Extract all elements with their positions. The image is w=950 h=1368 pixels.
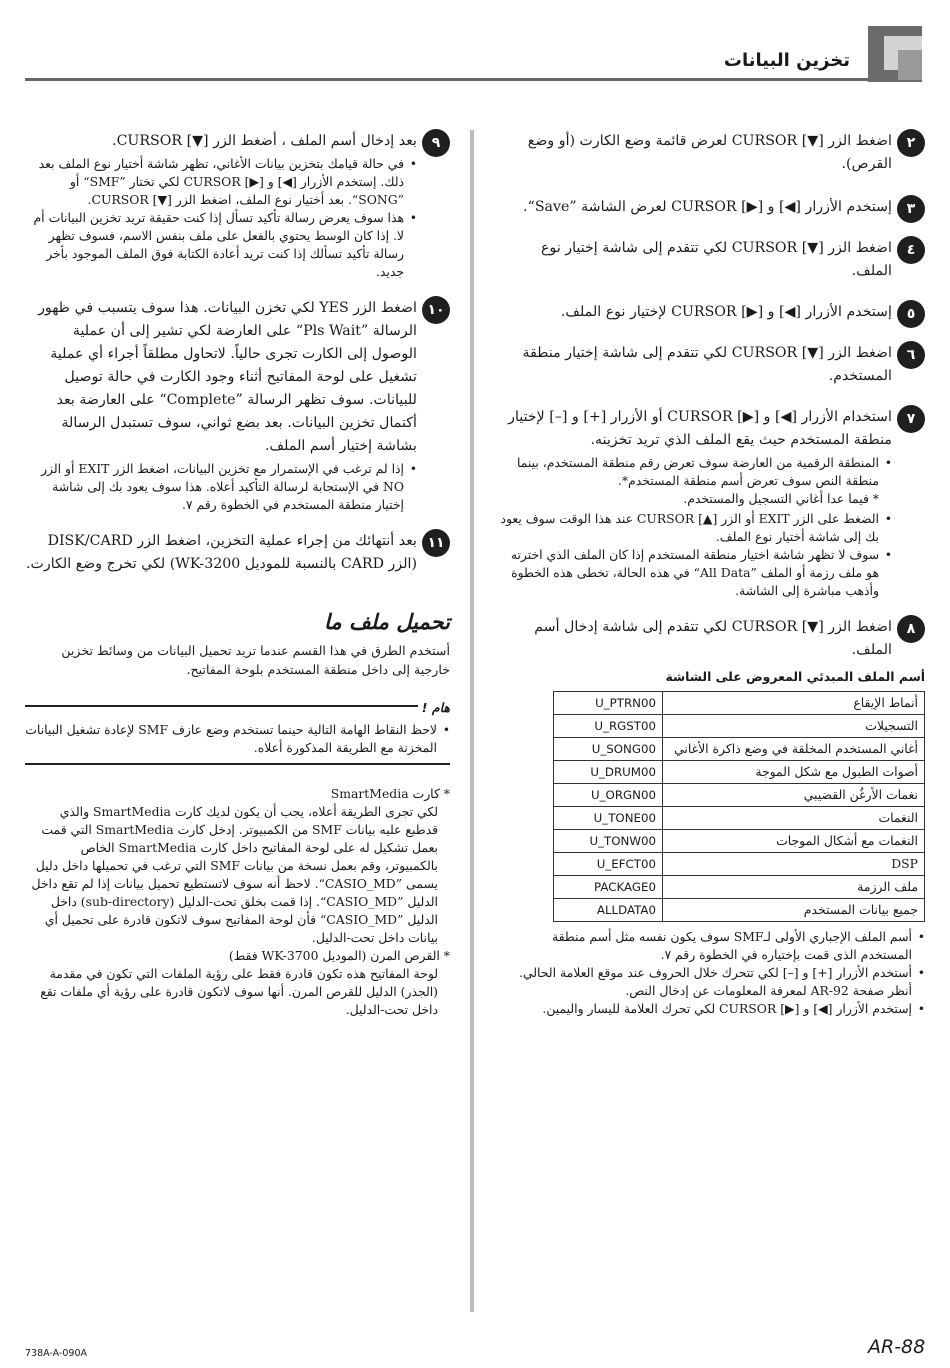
note-item: • أسم الملف الإجباري الأولى لـSMF سوف يكون نفسه مثل أسم منطقة المستخدم الذى قمت بإختياره في الخطوة رقم ٧. <box>500 928 925 964</box>
table-row <box>554 738 925 761</box>
step-notes <box>25 460 417 514</box>
step-5 <box>500 301 925 324</box>
right-column <box>500 130 925 1018</box>
important-notes <box>25 721 450 757</box>
step-number: ٦ <box>897 341 925 369</box>
step-number: ٥ <box>897 300 925 328</box>
table-row <box>554 876 925 899</box>
file-type: أنماط الإيقاع <box>663 692 925 715</box>
step-6 <box>500 342 925 388</box>
file-name: U_DRUM00 <box>554 761 663 784</box>
step-text: بعد إدخال أسم الملف ، أضغط الزر [▼] CURSOR. <box>112 133 417 149</box>
footnote: * فيما عدا أغاني التسجيل والمستخدم. <box>683 491 879 506</box>
step-text: اضغط الزر [▼] CURSOR لعرض قائمة وضع الكارت (أو وضع القرص). <box>527 133 892 172</box>
column-divider <box>470 130 474 1312</box>
default-filename-table <box>553 691 925 922</box>
file-name: U_TONW00 <box>554 830 663 853</box>
file-name: ALLDATA0 <box>554 899 663 922</box>
file-name: U_EFCT00 <box>554 853 663 876</box>
load-section-title: تحميل ملف ما <box>324 610 450 634</box>
important-box <box>25 700 450 765</box>
file-name: PACKAGE0 <box>554 876 663 899</box>
file-type: DSP <box>663 853 925 876</box>
step-notes <box>500 510 892 600</box>
left-column <box>25 130 450 1019</box>
step-number: ٤ <box>897 236 925 264</box>
file-type: التسجيلات <box>663 715 925 738</box>
table-row <box>554 807 925 830</box>
table-notes <box>500 928 925 1018</box>
note-body: لوحة المفاتيح هذه تكون قادرة فقط على رؤية الملفات التي تكون في مقدمة (الجذر) الدليل للقرص المرن. أنها سوف لاتكون قادرة على رؤية أي ملفات تقع داخل تحت-الدليل. <box>40 966 438 1017</box>
step-text: إستخدم الأزرار [◀] و [▶] CURSOR لإختيار نوع الملف. <box>560 304 892 320</box>
step-10 <box>25 297 450 514</box>
table-row <box>554 853 925 876</box>
table-row <box>554 761 925 784</box>
note-item: • المنطقة الرقمية من العارضة سوف تعرض رقم منطقة المستخدم، بينما منطقة النص سوف تعرض أسم منطقة المستخدم*. <box>500 454 892 490</box>
note-item: • إستخدم الأزرار [◀] و [▶] CURSOR لكي تحرك العلامة لليسار واليمين. <box>500 1000 925 1018</box>
step-notes <box>500 454 892 490</box>
step-4 <box>500 237 925 283</box>
smartmedia-note <box>25 785 450 1019</box>
step-number: ١١ <box>422 529 450 557</box>
note-item: • هذا سوف يعرض رسالة تأكيد تسأل إذا كنت حقيقة تريد تخزين البيانات أم لا. إذا كان الوسط يحتوي بالفعل على ملف بنفس الاسم، فسوف تظهر رسالة تأكيد تسألك إذا كنت تريد أعادة الكتابة فوق الملف الموجود بأخر جديد. <box>25 209 417 281</box>
file-name: U_RGST00 <box>554 715 663 738</box>
note-title: * القرص المرن (الموديل WK-3700 فقط) <box>228 948 450 963</box>
file-type: أغاني المستخدم المخلقة في وضع ذاكرة الأغاني <box>663 738 925 761</box>
file-type: النغمات <box>663 807 925 830</box>
note-item: • لاحظ النقاط الهامة التالية حينما تستخدم وضع عازف SMF لإعادة تشغيل البيانات المخزنة مع الطريقة المذكورة أعلاه. <box>25 721 450 757</box>
step-text: اضغط الزر YES لكي تخزن البيانات. هذا سوف يتسبب في ظهور الرسالة ”Pls Wait“ على العارضة لكي تشير إلى أن عملية الوصول إلى الكارت تجرى حالياً. لاتحاول مطلقاً أجراء أي عملية تشغيل على لوحة المفاتيح أثناء وجود الكارت في حالة توصيل للبيانات. سوف تظهر الرسالة ”Complete“ على العارضة بعد أكتمال تخزين البيانات. بعد بضع ثواني، سوف تستبدل الرسالة بشاشة إختيار أسم الملف. <box>38 300 417 454</box>
step-number: ٢ <box>897 129 925 157</box>
step-text: بعد أنتهائك من إجراء عملية التخزين، اضغط الزر DISK/CARD (الزر CARD بالنسبة للموديل WK-3200) لكي تخرج وضع الكارت. <box>26 533 417 572</box>
step-number: ٧ <box>897 405 925 433</box>
section-title: تخزين البيانات <box>723 50 850 71</box>
file-name: U_PTRN00 <box>554 692 663 715</box>
file-name: U_SONG00 <box>554 738 663 761</box>
step-number: ١٠ <box>422 296 450 324</box>
step-2 <box>500 130 925 176</box>
note-item: • أستخدم الأزرار [+] و [–] لكي تتحرك خلال الحروف عند موقع العلامة الحالي. أنظر صفحة AR-92 لمعرفة المعلومات عن إدخال النص. <box>500 964 925 1000</box>
important-label: هام ! <box>418 697 450 718</box>
table-row <box>554 784 925 807</box>
table-caption: أسم الملف المبدئي المعروض على الشاشة <box>665 669 925 684</box>
note-body: لكي تجرى الطريقة أعلاه، يجب أن يكون لديك كارت SmartMedia والذي قدطبع عليه بيانات SMF من الكمبيوتر. إدخل كارت SmartMedia التي قمت بعمل تشكيل له على لوحة المفاتيح داخل كارت SmartMedia الخاص بالكمبيوتر، وقم بعمل نسخة من بيانات SMF التي ترغب في تحميلها داخل دليل يسمى ”CASIO_MD“. لاحظ أنه سوف لاتستطيع تحميل بيانات إذا لم تقع داخل الدليل ”CASIO_MD“. إذا قمت بخلق تحت-الدليل (sub-directory) داخل الدليل ”CASIO_MD“ فأن لوحة المفاتيح سوف لاتكون قادرة على تحميل أي بيانات داخل تحت-الدليل. <box>31 804 438 945</box>
step-3 <box>500 196 925 219</box>
step-text: اضغط الزر [▼] CURSOR لكي تتقدم إلى شاشة إختيار نوع الملف. <box>541 240 892 279</box>
step-text: اضغط الزر [▼] CURSOR لكي تتقدم إلى شاشة إدخال أسم الملف. <box>534 619 892 658</box>
step-number: ٨ <box>897 615 925 643</box>
step-7 <box>500 406 925 600</box>
file-type: جميع بيانات المستخدم <box>663 899 925 922</box>
file-name: U_TONE00 <box>554 807 663 830</box>
corner-tab-accent <box>898 50 922 80</box>
note-item: • الضغط على الزر EXIT أو الزر [▲] CURSOR عند هذا الوقت سوف يعود بك إلى شاشة أختيار نوع الملف. <box>500 510 892 546</box>
file-type: نغمات الأرغُن القضيبي <box>663 784 925 807</box>
page-number: AR-88 <box>868 1336 926 1358</box>
table-row <box>554 899 925 922</box>
step-number: ٩ <box>422 129 450 157</box>
note-item: • إذا لم ترغب في الإستمرار مع تخزين البيانات، اضغط الزر EXIT أو الزر NO في الإستجابة لرسالة التأكيد أعلاه. هذا سوف يعود بك إلى شاشة إختيار منطقة المستخدم في الخطوة رقم ٧. <box>25 460 417 514</box>
table-row <box>554 830 925 853</box>
step-text: إستخدم الأزرار [◀] و [▶] CURSOR لعرض الشاشة ”Save“. <box>523 199 892 215</box>
step-notes <box>25 155 417 281</box>
file-type: ملف الرزمة <box>663 876 925 899</box>
step-text: استخدام الأزرار [◀] و [▶] CURSOR أو الأزرار [+] و [–] لإختيار منطقة المستخدم حيث يقع الملف الذي تريد تخزينه. <box>508 409 892 448</box>
note-title: * كارت SmartMedia <box>330 786 450 801</box>
table-row <box>554 715 925 738</box>
step-11 <box>25 530 450 576</box>
file-name: U_ORGN00 <box>554 784 663 807</box>
document-code: 738A-A-090A <box>25 1348 87 1359</box>
table-row <box>554 692 925 715</box>
load-intro: أستخدم الطرق في هذا القسم عندما تريد تحميل البيانات من وسائط تخزين خارجية إلى داخل منطقة المستخدم بلوحة المفاتيح. <box>61 643 450 677</box>
note-item: • سوف لا تظهر شاشة اختيار منطقة المستخدم إذا كان الملف الذي اخترته هو ملف رزمة أو الملف ”All Data“ في هذه الحالة، تخطى هذه الخطوة وأذهب مباشرة إلى الشاشة. <box>500 546 892 600</box>
step-9 <box>25 130 450 281</box>
step-number: ٣ <box>897 195 925 223</box>
step-8 <box>500 616 925 662</box>
step-text: اضغط الزر [▼] CURSOR لكي تتقدم إلى شاشة إختيار منطقة المستخدم. <box>522 345 892 384</box>
header-rule <box>25 78 868 81</box>
note-item: • في حالة قيامك بتخزين بيانات الأغاني، تظهر شاشة أختيار نوع الملف بعد ذلك. إستخدم الأزرار [◀] و [▶] CURSOR لكي تختار ”SMF“ أو ”SONG“. بعد أختيار نوع الملف، اضغط الزر [▼] CURSOR. <box>25 155 417 209</box>
file-type: النغمات مع أشكال الموجات <box>663 830 925 853</box>
file-type: أصوات الطبول مع شكل الموجة <box>663 761 925 784</box>
